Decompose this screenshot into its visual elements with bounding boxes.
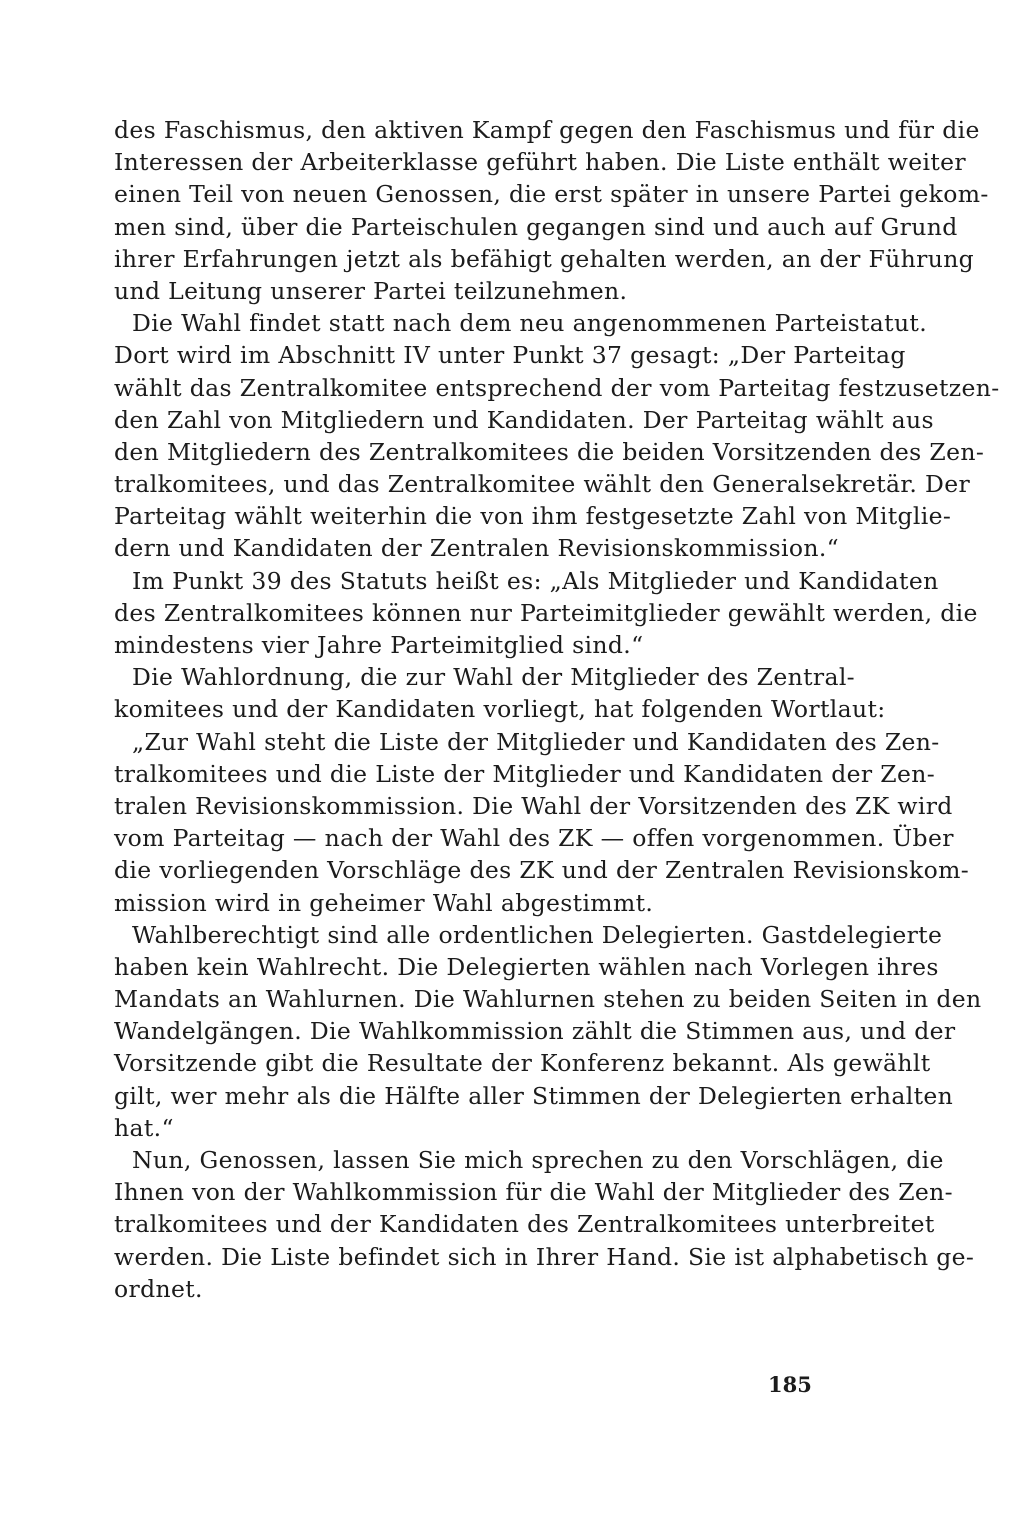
text-line: Die Wahl findet statt nach dem neu angenommenen Parteistatut. xyxy=(132,309,928,338)
text-line: des Faschismus, den aktiven Kampf gegen den Faschismus und für die xyxy=(114,116,980,144)
text-line: Vorsitzende gibt die Resultate der Konferenz bekannt. Als gewählt xyxy=(114,1049,931,1078)
text-line: ordnet. xyxy=(114,1274,203,1303)
text-line: Wahlberechtigt sind alle ordentlichen Delegierten. Gastdelegierte xyxy=(132,920,943,949)
text-line: Die Wahlordnung, die zur Wahl der Mitglieder des Zentral- xyxy=(132,663,855,692)
body-text xyxy=(114,114,1000,1305)
text-line: wählt das Zentralkomitee entsprechend der vom Parteitag festzusetzen- xyxy=(114,373,1000,402)
text-line: dern und Kandidaten der Zentralen Revisionskommission.“ xyxy=(114,534,840,563)
text-line: Wandelgängen. Die Wahlkommission zählt die Stimmen aus, und der xyxy=(114,1017,956,1046)
text-line: werden. Die Liste befindet sich in Ihrer Hand. Sie ist alphabetisch ge- xyxy=(114,1242,975,1271)
text-line: Nun, Genossen, lassen Sie mich sprechen zu den Vorschlägen, die xyxy=(132,1146,944,1174)
text-line: und Leitung unserer Partei teilzunehmen. xyxy=(114,276,628,305)
text-line: die vorliegenden Vorschläge des ZK und der Zentralen Revisionskom- xyxy=(114,856,970,885)
text-line: Interessen der Arbeiterklasse geführt haben. Die Liste enthält weiter xyxy=(114,148,967,177)
text-line: mindestens vier Jahre Parteimitglied sind.“ xyxy=(114,631,644,659)
text-line: vom Parteitag — nach der Wahl des ZK — offen vorgenommen. Über xyxy=(114,824,954,853)
text-line: Parteitag wählt weiterhin die von ihm festgesetzte Zahl von Mitglie- xyxy=(114,502,952,531)
text-line: gilt, wer mehr als die Hälfte aller Stimmen der Delegierten erhalten xyxy=(114,1081,954,1110)
text-line: haben kein Wahlrecht. Die Delegierten wählen nach Vorlegen ihres xyxy=(114,952,939,981)
text-line: einen Teil von neuen Genossen, die erst später in unsere Partei gekom- xyxy=(114,180,989,209)
text-line: tralkomitees, und das Zentralkomitee wählt den Generalsekretär. Der xyxy=(114,470,971,499)
text-line: Ihnen von der Wahlkommission für die Wahl der Mitglieder des Zen- xyxy=(114,1178,953,1207)
text-line: tralkomitees und die Liste der Mitglieder und Kandidaten der Zen- xyxy=(114,759,935,788)
text-line: den Mitgliedern des Zentralkomitees die beiden Vorsitzenden des Zen- xyxy=(114,437,985,466)
text-line: Im Punkt 39 des Statuts heißt es: „Als Mitglieder und Kandidaten xyxy=(132,566,939,595)
text-line: Mandats an Wahlurnen. Die Wahlurnen stehen zu beiden Seiten in den xyxy=(114,985,982,1014)
text-line: hat.“ xyxy=(114,1113,174,1142)
text-line: den Zahl von Mitgliedern und Kandidaten. Der Parteitag wählt aus xyxy=(114,405,934,434)
text-line: ihrer Erfahrungen jetzt als befähigt gehalten werden, an der Führung xyxy=(114,244,975,273)
text-line: mission wird in geheimer Wahl abgestimmt. xyxy=(114,888,654,917)
text-line: tralen Revisionskommission. Die Wahl der Vorsitzenden des ZK wird xyxy=(114,791,953,820)
page-number: 185 xyxy=(768,1372,812,1397)
text-line: Dort wird im Abschnitt IV unter Punkt 37 gesagt: „Der Parteitag xyxy=(114,341,906,370)
text-line: komitees und der Kandidaten vorliegt, hat folgenden Wortlaut: xyxy=(114,695,886,724)
text-line: men sind, über die Parteischulen gegangen sind und auch auf Grund xyxy=(114,212,958,241)
text-line: tralkomitees und der Kandidaten des Zentralkomitees unterbreitet xyxy=(114,1210,935,1239)
text-line: „Zur Wahl steht die Liste der Mitglieder und Kandidaten des Zen- xyxy=(132,727,940,756)
text-line: des Zentralkomitees können nur Parteimitglieder gewählt werden, die xyxy=(114,598,978,627)
